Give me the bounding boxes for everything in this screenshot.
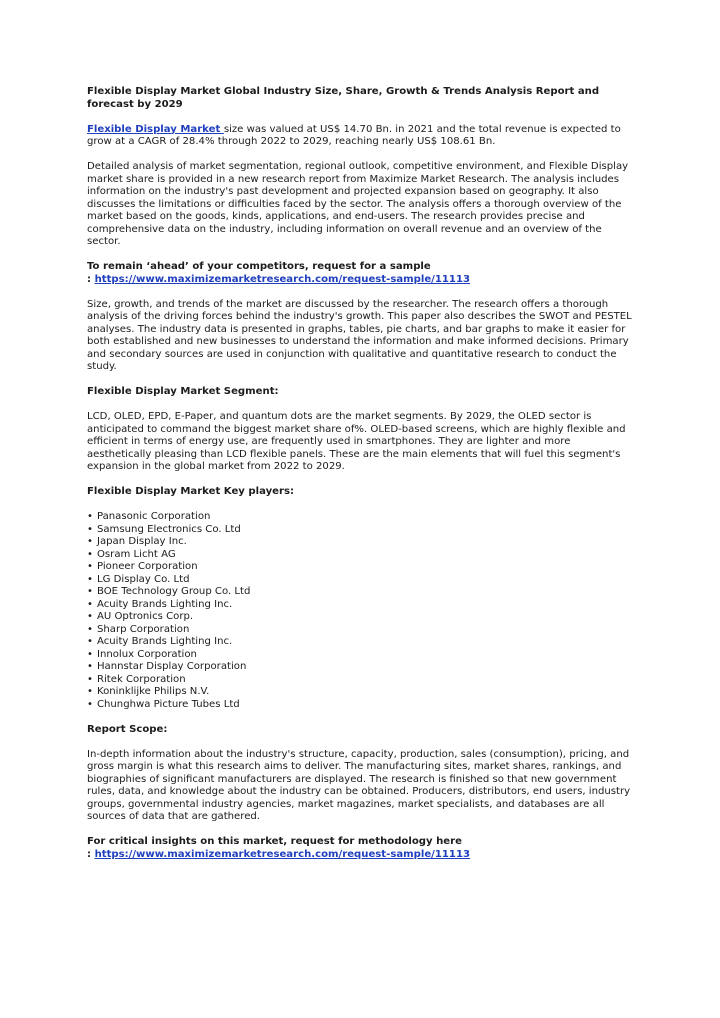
list-item: • Hannstar Display Corporation [87, 661, 635, 674]
list-item: • LG Display Co. Ltd [87, 574, 635, 587]
report-scope-paragraph: In-depth information about the industry's structure, capacity, production, sales (consumption), pricing, and gross margin is what this research aims to deliver. The manufacturing sites, market shares, rankings, and biographies of significant manufacturers are displayed. The research is finished so that new government rules, data, and knowledge about the industry can be obtained. Producers, distributors, end users, industry groups, governmental industry agencies, market magazines, market specialists, and databases are all sources of data that are gathered. [87, 748, 631, 822]
list-item: • Koninklijke Philips N.V. [87, 686, 635, 699]
document-page [87, 80, 635, 861]
report-scope-heading: Report Scope: [87, 723, 168, 735]
list-item: • Acuity Brands Lighting Inc. [87, 636, 635, 649]
sample-cta-line [87, 274, 635, 287]
overview-paragraph: Detailed analysis of market segmentation, regional outlook, competitive environment, and Flexible Display market share is provided in a new research report from Maximize Market Research. The analysis includes information on the industry's past development and projected expansion based on geography. It also discusses the limitations or difficulties faced by the sector. The analysis offers a thorough overview of the market based on the goods, kinds, applications, and end-users. The research provides precise and comprehensive data on the industry, including information on overall revenue and an overview of the sector. [87, 161, 629, 247]
research-paragraph: Size, growth, and trends of the market are discussed by the researcher. The research offers a thorough analysis of the driving forces behind the industry's growth. This paper also describes the SWOT and PESTEL analyses. The industry data is presented in graphs, tables, pie charts, and bar graphs to make it easier for both established and new businesses to understand the information and make informed decisions. Primary and secondary sources are used in conjunction with qualitative and quantitative research to conduct the study. [87, 298, 632, 372]
sample-cta-prefix: : [87, 273, 95, 285]
methodology-cta-prefix: : [87, 848, 95, 860]
intro-paragraph [87, 124, 635, 149]
segment-paragraph: LCD, OLED, EPD, E-Paper, and quantum dots are the market segments. By 2029, the OLED sector is anticipated to command the biggest market share of%. OLED-based screens, which are highly flexible and efficient in terms of energy use, are frequently used in smartphones. They are lighter and more aesthetically pleasing than LCD flexible panels. These are the main elements that will fuel this segment's expansion in the global market from 2022 to 2029. [87, 411, 626, 472]
list-item: • AU Optronics Corp. [87, 611, 635, 624]
list-item: • Innolux Corporation [87, 649, 635, 662]
list-item: • Ritek Corporation [87, 674, 635, 687]
list-item: • BOE Technology Group Co. Ltd [87, 586, 635, 599]
key-players-list [87, 511, 635, 711]
methodology-request-link[interactable]: https://www.maximizemarketresearch.com/request-sample/11113 [94, 848, 470, 860]
list-item: • Chunghwa Picture Tubes Ltd [87, 699, 635, 712]
list-item: • Acuity Brands Lighting Inc. [87, 599, 635, 612]
sample-request-link[interactable]: https://www.maximizemarketresearch.com/request-sample/11113 [94, 273, 470, 285]
list-item: • Sharp Corporation [87, 624, 635, 637]
list-item: • Osram Licht AG [87, 549, 635, 562]
key-players-heading: Flexible Display Market Key players: [87, 486, 295, 497]
list-item: • Samsung Electronics Co. Ltd [87, 524, 635, 537]
sample-cta-heading: To remain ‘ahead’ of your competitors, request for a sample [87, 261, 431, 272]
segment-heading: Flexible Display Market Segment: [87, 386, 279, 397]
intro-text: size was valued at US$ 14.70 Bn. in 2021 and the total revenue is expected to grow at a CAGR of 28.4% through 2022 to 2029, reaching nearly US$ 108.61 Bn. [87, 123, 621, 147]
flexible-display-market-link[interactable]: Flexible Display Market [87, 123, 224, 135]
document-title: Flexible Display Market Global Industry Size, Share, Growth & Trends Analysis Report and forecast by 2029 [87, 86, 600, 110]
list-item: • Pioneer Corporation [87, 561, 635, 574]
list-item: • Japan Display Inc. [87, 536, 635, 549]
methodology-cta-heading: For critical insights on this market, request for methodology here [87, 836, 462, 847]
list-item: • Panasonic Corporation [87, 511, 635, 524]
methodology-cta-line [87, 849, 635, 862]
